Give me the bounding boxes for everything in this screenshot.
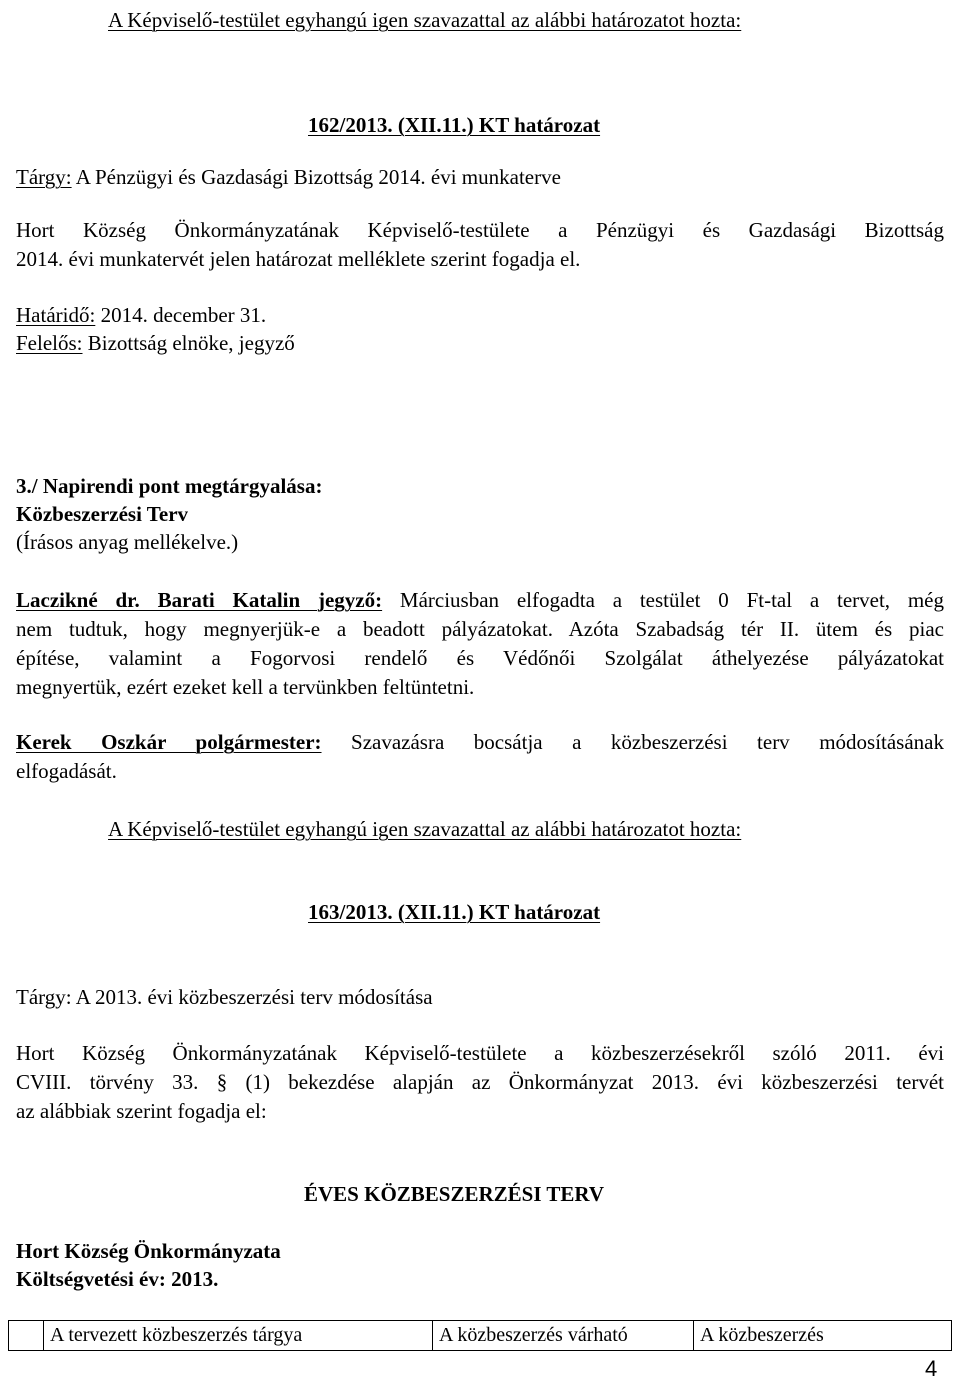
resolution-body bbox=[16, 216, 944, 274]
procurement-table bbox=[8, 1320, 952, 1351]
speaker-name: Laczikné dr. Barati Katalin jegyző: bbox=[16, 588, 383, 612]
agenda-topic: Közbeszerzési Terv bbox=[16, 502, 189, 526]
deadline-text: 2014. december 31. bbox=[95, 303, 267, 327]
budget-year: Költségvetési év: 2013. bbox=[16, 1267, 219, 1291]
speech-line: megnyertük, ezért ezeket kell a tervünkben feltüntetni. bbox=[16, 675, 475, 699]
speech-text: Szavazásra bocsátja a közbeszerzési terv módosításának bbox=[321, 730, 945, 754]
speech-text: Márciusban elfogadta a testület 0 Ft-tal a tervet, még bbox=[382, 588, 944, 612]
body-line: CVIII. törvény 33. § (1) bekezdése alapján az Önkormányzat 2013. évi közbeszerzési tervét bbox=[16, 1070, 944, 1094]
responsible-label: Felelős: bbox=[16, 331, 83, 355]
page-number: 4 bbox=[925, 1356, 938, 1381]
deadline-line bbox=[16, 301, 266, 329]
subject-line: Tárgy: A 2013. évi közbeszerzési terv módosítása bbox=[16, 985, 433, 1009]
table-header-row bbox=[9, 1321, 952, 1351]
body-line: 2014. évi munkatervét jelen határozat melléklete szerint fogadja el. bbox=[16, 247, 581, 271]
speech-notary bbox=[16, 586, 944, 702]
deadline-label: Határidő: bbox=[16, 303, 96, 327]
vote-heading: A Képviselő-testület egyhangú igen szavazattal az alábbi határozatot hozta: bbox=[108, 817, 742, 841]
speech-line: elfogadását. bbox=[16, 759, 117, 783]
resolution-number: 163/2013. (XII.11.) KT határozat bbox=[308, 900, 601, 924]
speaker-name: Kerek Oszkár polgármester: bbox=[16, 730, 322, 754]
table-header-cell bbox=[9, 1321, 44, 1351]
subject-text: A Pénzügyi és Gazdasági Bizottság 2014. évi munkaterve bbox=[71, 165, 561, 189]
subject-label: Tárgy: bbox=[16, 165, 72, 189]
table-header-cell: A közbeszerzés várható bbox=[433, 1321, 694, 1351]
vote-heading: A Képviselő-testület egyhangú igen szavazattal az alábbi határozatot hozta: bbox=[108, 8, 742, 32]
resolution-number: 162/2013. (XII.11.) KT határozat bbox=[308, 113, 601, 137]
body-line: Hort Község Önkormányzatának Képviselő-testülete a Pénzügyi és Gazdasági Bizottság bbox=[16, 218, 944, 242]
organization-name: Hort Község Önkormányzata bbox=[16, 1239, 281, 1263]
body-line: Hort Község Önkormányzatának Képviselő-testülete a közbeszerzésekről szóló 2011. évi bbox=[16, 1041, 944, 1065]
speech-mayor bbox=[16, 728, 944, 786]
speech-line bbox=[16, 728, 944, 757]
table-header-cell: A tervezett közbeszerzés tárgya bbox=[44, 1321, 433, 1351]
responsible-line bbox=[16, 329, 295, 357]
table-header-cell: A közbeszerzés bbox=[694, 1321, 952, 1351]
subject-line bbox=[16, 163, 561, 191]
speech-line: nem tudtuk, hogy megnyerjük-e a beadott pályázatokat. Azóta Szabadság tér II. ütem és piac bbox=[16, 617, 944, 641]
speech-line: építése, valamint a Fogorvosi rendelő és Védőnői Szolgálat áthelyezése pályázatokat bbox=[16, 646, 944, 670]
body-line: az alábbiak szerint fogadja el: bbox=[16, 1099, 267, 1123]
speech-line bbox=[16, 586, 944, 615]
resolution-body bbox=[16, 1039, 944, 1126]
responsible-text: Bizottság elnöke, jegyző bbox=[82, 331, 295, 355]
attachment-note: (Írásos anyag mellékelve.) bbox=[16, 530, 239, 554]
plan-title: ÉVES KÖZBESZERZÉSI TERV bbox=[304, 1182, 604, 1206]
agenda-point-title: 3./ Napirendi pont megtárgyalása: bbox=[16, 474, 323, 498]
